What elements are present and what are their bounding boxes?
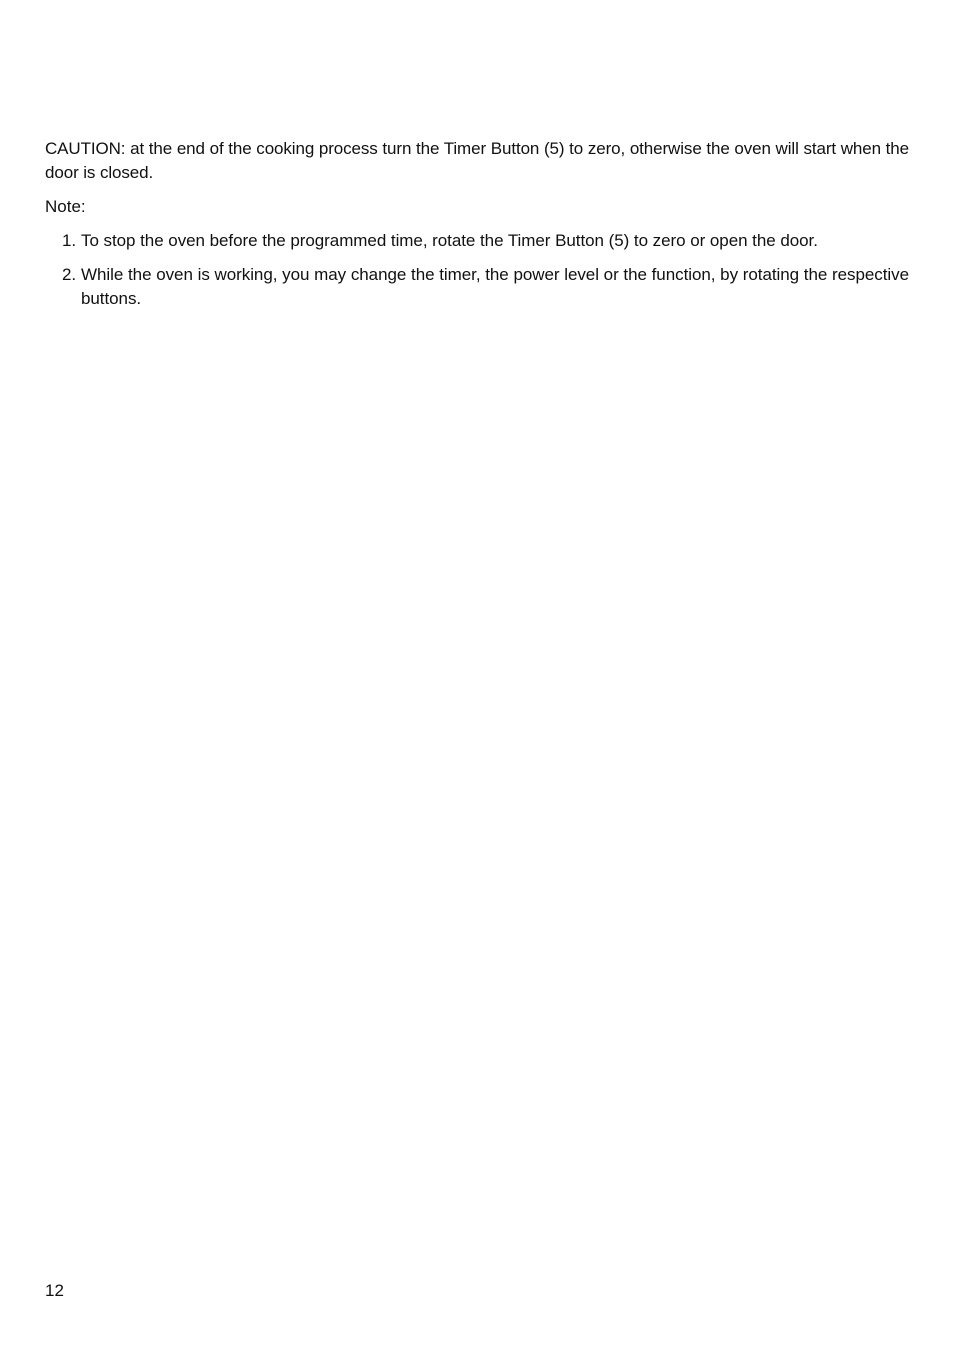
caution-text: CAUTION: at the end of the cooking process turn the Timer Button (5) to zero, otherwise the oven will start when the door is closed. [45,139,909,182]
list-item-text: While the oven is working, you may change the timer, the power level or the function, by rotating the respective buttons. [81,265,909,308]
page-number: 12 [45,1281,64,1300]
list-item-number: 1. [62,231,77,250]
list-item [45,263,909,311]
note-list [45,229,909,311]
list-item [45,229,909,253]
note-label: Note: [45,197,86,216]
list-item-text: To stop the oven before the programmed time, rotate the Timer Button (5) to zero or open the door. [81,231,818,250]
page-content [45,137,909,321]
list-item-number: 2. [62,265,77,284]
